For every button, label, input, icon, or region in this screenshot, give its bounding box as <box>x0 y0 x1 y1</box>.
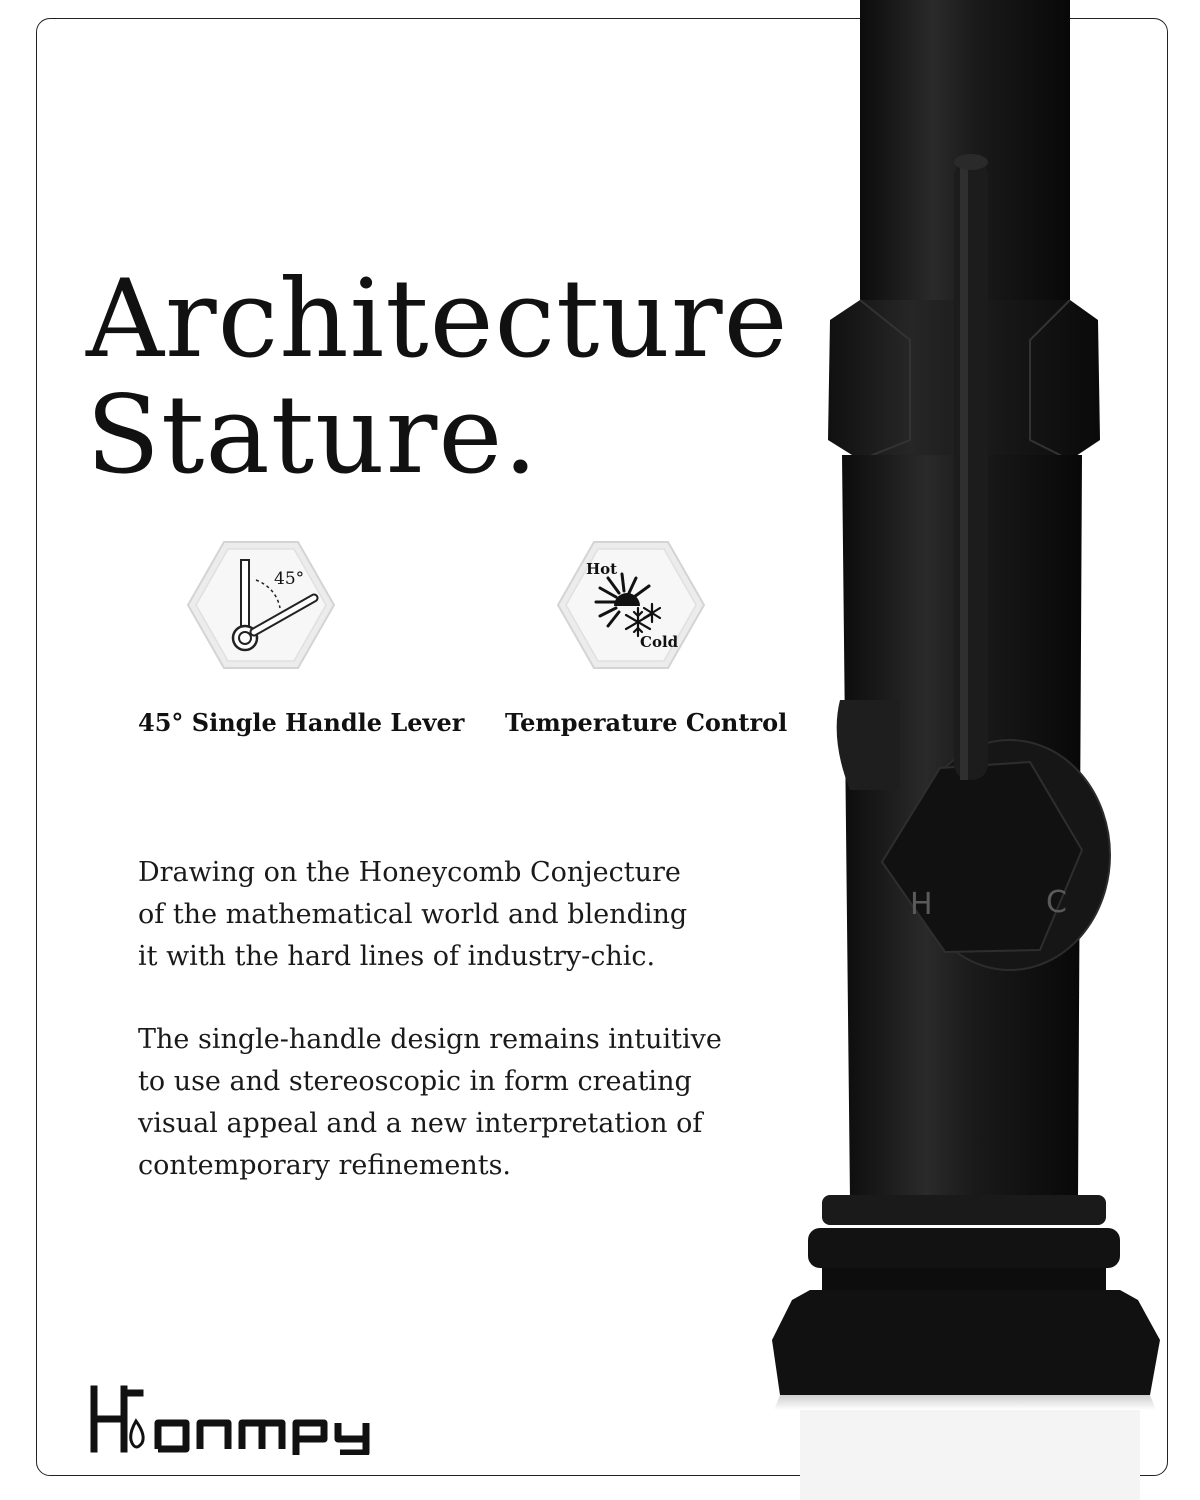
lever-angle-text: 45° <box>274 569 305 589</box>
description-paragraph-2 <box>138 1019 778 1187</box>
handle-cold-mark: C <box>1046 885 1067 920</box>
description-line: The single-handle design remains intuitive <box>138 1024 722 1055</box>
hot-text: Hot <box>586 560 618 578</box>
description-line: to use and stereoscopic in form creating <box>138 1066 692 1097</box>
headline-line-2: Stature. <box>86 373 539 498</box>
cold-text: Cold <box>640 633 679 651</box>
headline-line-1: Architecture <box>86 257 789 382</box>
description-line: it with the hard lines of industry-chic. <box>138 941 656 972</box>
description-line: visual appeal and a new interpretation of <box>138 1108 703 1139</box>
description-line: Drawing on the Honeycomb Conjecture <box>138 857 681 888</box>
hot-cold-icon <box>556 540 706 670</box>
feature-label-temperature: Temperature Control <box>505 708 788 737</box>
headline <box>86 257 789 498</box>
faucet-image <box>760 0 1180 1500</box>
feature-label-lever: 45° Single Handle Lever <box>138 708 465 737</box>
brand-logo <box>88 1385 388 1455</box>
description-paragraph-1 <box>138 852 778 978</box>
description-line: of the mathematical world and blending <box>138 899 688 930</box>
handle-hot-mark: H <box>910 887 933 922</box>
description-line: contemporary refinements. <box>138 1150 512 1181</box>
lever-45-icon <box>186 540 336 670</box>
